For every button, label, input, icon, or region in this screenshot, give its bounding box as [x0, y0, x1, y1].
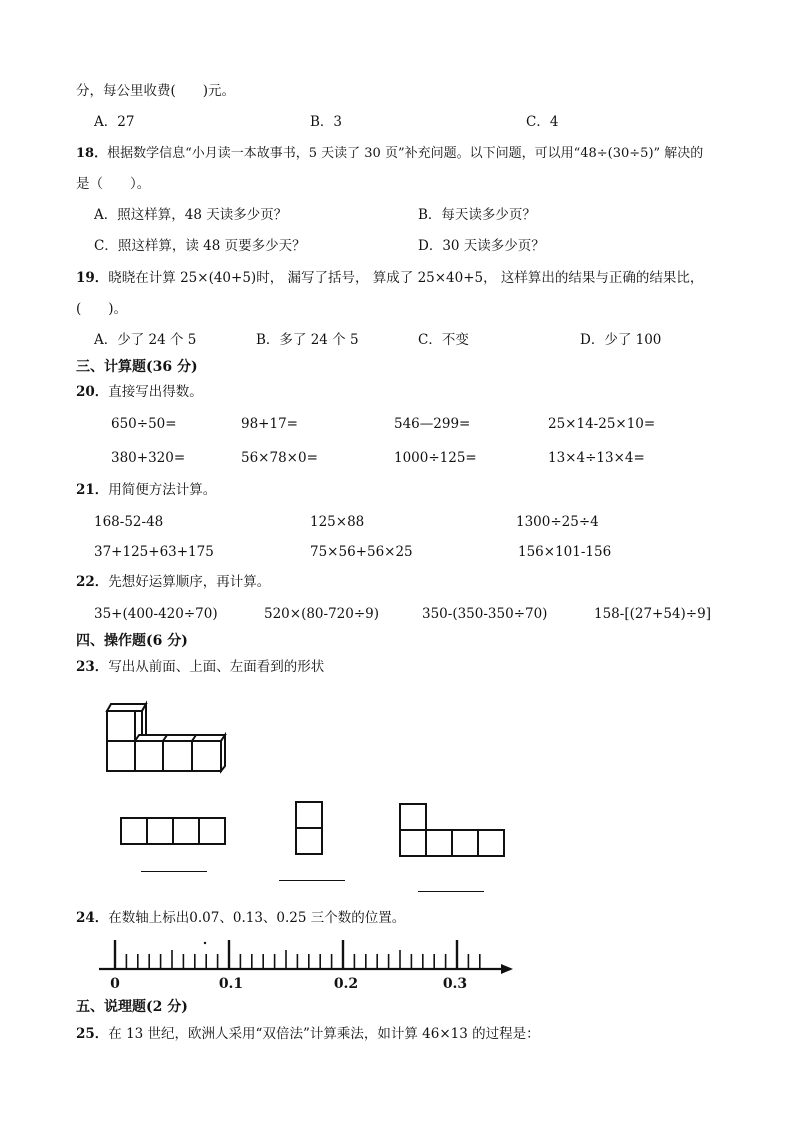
q20-item: 1000÷125=: [394, 450, 477, 466]
q24-number: 24．: [76, 910, 109, 926]
q17-option-a: A．27: [94, 114, 135, 130]
q22-item: 158-[(27+54)÷9]: [594, 606, 711, 622]
q21-item: 156×101-156: [518, 544, 612, 560]
q18-text-line2: 是（ ）。: [76, 176, 151, 192]
q19-option-c: C．不变: [418, 332, 469, 348]
q23-title: 写出从前面、上面、左面看到的形状: [108, 659, 325, 675]
q20-number: 20．: [76, 384, 109, 400]
view-shape-row-of-four: [120, 817, 226, 845]
q22-number: 22．: [76, 574, 109, 590]
q21-item: 168-52-48: [94, 514, 164, 530]
q19-option-a: A．少了 24 个 5: [94, 332, 197, 348]
axis-label-0: 0: [110, 976, 120, 992]
q18-text-line1: 根据数学信息“小月读一本故事书，5 天读了 30 页”补充问题。以下问题，可以用“48÷(30÷5)” 解决的: [107, 146, 704, 161]
q19-option-d: D．少了 100: [580, 332, 662, 348]
q20-item: 546—299=: [394, 416, 471, 432]
axis-label-0-2: 0.2: [333, 976, 359, 992]
q22-item: 350-(350-350÷70): [422, 606, 548, 622]
q21-item: 37+125+63+175: [94, 544, 214, 560]
q20-title: 直接写出得数。: [108, 384, 203, 400]
cube-stack-figure: [100, 700, 230, 775]
q22-item: 35+(400-420÷70): [94, 606, 218, 622]
q20-item: 650÷50=: [111, 416, 177, 432]
q21-item: 1300÷25÷4: [516, 514, 599, 530]
number-line[interactable]: [95, 936, 520, 992]
q17-option-c: C．4: [526, 114, 559, 130]
axis-label-0-1: 0.1: [218, 976, 244, 992]
q21-title: 用简便方法计算。: [108, 482, 217, 498]
q22-item: 520×(80-720÷9): [264, 606, 380, 622]
q18-option-d: D．30 天读多少页？: [418, 238, 545, 254]
q21-item: 125×88: [310, 514, 365, 530]
q20-item: 380+320=: [111, 450, 186, 466]
q20-item: 56×78×0=: [241, 450, 318, 466]
answer-blank-2[interactable]: [279, 880, 345, 881]
q18-number: 18．: [76, 146, 108, 161]
q18-option-a: A．照这样算，48 天读多少页？: [94, 207, 288, 223]
view-shape-two-stacked: [295, 801, 323, 855]
section-4-heading: 四、操作题(6 分): [76, 633, 188, 649]
q25-number: 25．: [76, 1026, 109, 1042]
answer-blank-3[interactable]: [418, 891, 484, 892]
q22-title: 先想好运算顺序，再计算。: [108, 574, 271, 590]
q18-option-c: C．照这样算，读 48 页要多少天？: [94, 238, 306, 254]
number-line-ticks: [115, 940, 480, 969]
q21-item: 75×56+56×25: [310, 544, 413, 560]
axis-label-0-3: 0.3: [442, 976, 468, 992]
q23-number: 23．: [76, 659, 109, 675]
q21-number: 21．: [76, 482, 109, 498]
number-line-arrow: [501, 964, 513, 974]
q17-option-b: B．3: [310, 114, 343, 130]
q24-title: 在数轴上标出0.07、0.13、0.25 三个数的位置。: [108, 910, 406, 926]
q19-option-b: B．多了 24 个 5: [256, 332, 359, 348]
answer-blank-1[interactable]: [141, 871, 207, 872]
q17-tail-text: 分，每公里收费( )元。: [76, 83, 236, 99]
q18-option-b: B．每天读多少页？: [418, 207, 536, 223]
q20-item: 25×14-25×10=: [548, 416, 656, 432]
section-5-heading: 五、说理题(2 分): [76, 999, 188, 1015]
view-shape-l-shape: [399, 803, 505, 857]
section-3-heading: 三、计算题(36 分): [76, 359, 198, 375]
q20-item: 13×4÷13×4=: [548, 450, 645, 466]
q19-text-line2: ( )。: [76, 301, 128, 317]
q25-title: 在 13 世纪，欧洲人采用“双倍法”计算乘法，如计算 46×13 的过程是：: [108, 1026, 540, 1042]
number-line-dot: [204, 942, 206, 944]
q19-text-line1: 晓晓在计算 25×(40+5)时， 漏写了括号， 算成了 25×40+5， 这样算出的结果与正确的结果比，: [108, 270, 704, 286]
q19-number: 19．: [76, 270, 109, 286]
q20-item: 98+17=: [241, 416, 298, 432]
